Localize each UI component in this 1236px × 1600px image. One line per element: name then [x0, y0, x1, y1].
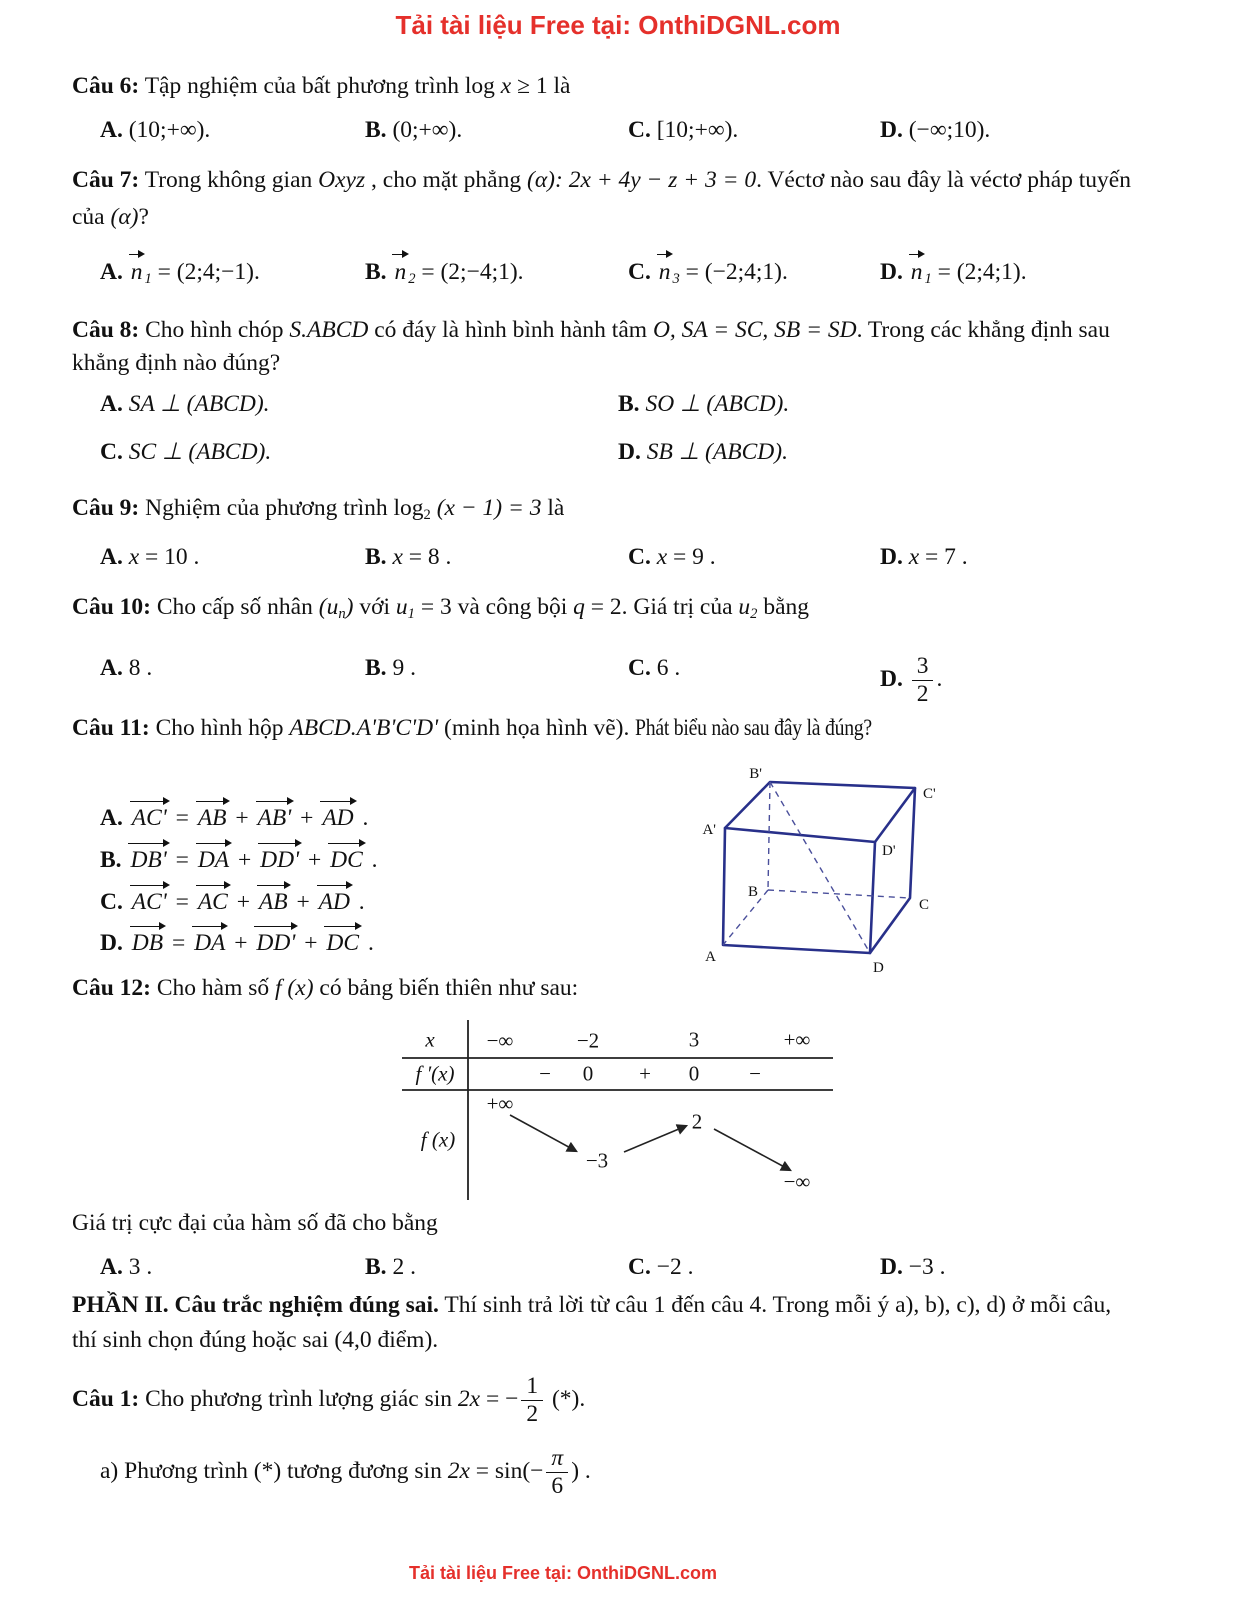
- q9-option-c: C. x = 9 .: [628, 544, 716, 570]
- q6-math-x: x: [500, 73, 512, 99]
- q10-label: Câu 10:: [72, 594, 151, 620]
- q6-option-c: C. [10;+∞).: [628, 117, 739, 143]
- sign-5: −: [749, 1061, 761, 1086]
- question-6-stem: [72, 72, 570, 101]
- q12-option-a: A. 3 .: [100, 1254, 153, 1280]
- q6-math-rel: ≥ 1: [517, 73, 548, 99]
- f-limit-left: +∞: [486, 1091, 514, 1116]
- part2-q1-item-a: a) Phương trình (*) tương đương sin 2x = sin(− $\frac{\pi}{6}$ ) .: [100, 1445, 591, 1499]
- question-7-stem-line2: của (α)?: [72, 204, 149, 230]
- sign-4: 0: [688, 1061, 700, 1086]
- q7-option-c: C. n $_3$ = (−2;4;1).: [628, 259, 788, 288]
- question-10-stem: Câu 10: Cho cấp số nhân $(u_n)$ với $u_1 = 3$ và công bội q = 2. Giá trị của $u_2$ bằng: [72, 594, 810, 623]
- question-9-stem: Câu 9: Nghiệm của phương trình $\log_2 (x - 1) = 3$ là: [72, 495, 565, 524]
- q11-label: Câu 11:: [72, 715, 150, 741]
- q10-option-b: B. 9 .: [365, 655, 416, 681]
- q10-option-a: A. 8 .: [100, 655, 153, 681]
- q12-label: Câu 12:: [72, 975, 151, 1001]
- q6-option-a: A. (10;+∞).: [100, 117, 211, 143]
- table-header-f: f (x): [420, 1127, 456, 1152]
- q8-option-a: A. SA ⊥ (ABCD).: [100, 391, 270, 417]
- q9-option-b: B. x = 8 .: [365, 544, 452, 570]
- monotonicity-arrows: [510, 1115, 790, 1170]
- label-a: A: [705, 949, 716, 965]
- part2-header-line2: thí sinh chọn đúng hoặc sai (4,0 điểm).: [72, 1327, 439, 1353]
- q10-option-d: D. $\frac{3}{2}$ .: [880, 653, 943, 707]
- q6-math-log: log: [464, 73, 495, 99]
- q7-option-d: D. n $_1$ = (2;4;1).: [880, 259, 1027, 288]
- x-value-pos-inf: +∞: [783, 1027, 811, 1052]
- header-banner: Tải tài liệu Free tại: OnthiDGNL.com: [395, 10, 841, 40]
- q9-label: Câu 9:: [72, 495, 140, 521]
- x-value-neg2: −2: [576, 1028, 600, 1053]
- q8-option-b: B. SO ⊥ (ABCD).: [618, 391, 790, 417]
- q6-label: Câu 6:: [72, 73, 140, 99]
- x-value-neg-inf: −∞: [486, 1028, 514, 1053]
- q6-option-d: D. (−∞;10).: [880, 117, 991, 143]
- label-d-prime: D': [882, 843, 896, 859]
- q12-option-b: B. 2 .: [365, 1254, 416, 1280]
- question-12-stem: Câu 12: Cho hàm số f (x) có bảng biến thiên như sau:: [72, 975, 579, 1001]
- part2-question-1-stem: Câu 1: Cho phương trình lượng giác sin 2x = − $\frac{1}{2}$ (*).: [72, 1373, 586, 1427]
- question-8-stem: Câu 8: Cho hình chóp S.ABCD có đáy là hình bình hành tâm O, SA = SC, SB = SD. Trong các khẳng định sau: [72, 317, 1110, 343]
- q11-option-b: B. DB' = DA + DD' + DC .: [100, 846, 378, 875]
- q12-option-c: C. −2 .: [628, 1254, 694, 1280]
- q6-option-b: B. (0;+∞).: [365, 117, 463, 143]
- variation-table: [400, 1012, 835, 1204]
- question-8-stem-line2: khẳng định nào đúng?: [72, 350, 281, 376]
- label-c: C: [919, 897, 930, 913]
- label-b: B: [747, 884, 758, 900]
- q9-option-d: D. x = 7 .: [880, 544, 968, 570]
- question-11-stem: Câu 11: Cho hình hộp ABCD.A'B'C'D' (minh họa hình vẽ). Phát biểu nào sau đây là đúng?: [72, 715, 873, 741]
- label-c-prime: C': [923, 786, 936, 802]
- q8-option-c: C. SC ⊥ (ABCD).: [100, 439, 272, 465]
- x-value-3: 3: [688, 1027, 700, 1052]
- q6-text-end: là: [553, 73, 571, 99]
- q7-option-a: A. n $_1$ = (2;4;−1).: [100, 259, 260, 288]
- q8-option-d: D. SB ⊥ (ABCD).: [618, 439, 788, 465]
- label-d: D: [873, 960, 884, 976]
- q10-option-c: C. 6 .: [628, 655, 681, 681]
- q12-question-line: Giá trị cực đại của hàm số đã cho bằng: [72, 1210, 438, 1236]
- cube-solid-edges: [723, 782, 915, 953]
- f-limit-right: −∞: [783, 1169, 811, 1194]
- p2q1-label: Câu 1:: [72, 1386, 140, 1413]
- q7-label: Câu 7:: [72, 167, 140, 193]
- q11-option-c: C. AC' = AC + AB + AD .: [100, 888, 365, 917]
- f-max-value: 2: [691, 1109, 703, 1134]
- f-min-value: −3: [585, 1148, 609, 1173]
- q8-label: Câu 8:: [72, 317, 140, 343]
- cube-figure: [690, 750, 950, 990]
- label-a-prime: A': [702, 822, 716, 838]
- label-b-prime: B': [749, 766, 762, 782]
- q11-option-d: D. DB = DA + DD' + DC .: [100, 929, 374, 958]
- q9-option-a: A. x = 10 .: [100, 544, 200, 570]
- cube-dashed-edges: [723, 782, 910, 953]
- q7-option-b: B. n $_2$ = (2;−4;1).: [365, 259, 524, 288]
- footer-banner: Tải tài liệu Free tại: OnthiDGNL.com: [408, 1563, 718, 1583]
- sign-2: 0: [582, 1061, 594, 1086]
- part2-header: PHẦN II. Câu trắc nghiệm đúng sai. Thí sinh trả lời từ câu 1 đến câu 4. Trong mỗi ý a), b), c), d) ở mỗi câu,: [72, 1292, 1112, 1318]
- table-header-x: x: [425, 1027, 435, 1052]
- table-header-fprime: f ′(x): [415, 1061, 455, 1086]
- q11-option-a: A. AC' = AB + AB' + AD .: [100, 804, 368, 833]
- q12-option-d: D. −3 .: [880, 1254, 946, 1280]
- question-7-stem: Câu 7: Trong không gian Oxyz , cho mặt phẳng (α): 2x + 4y − z + 3 = 0. Véctơ nào sau đây là véctơ pháp tuyến: [72, 167, 1131, 193]
- q6-text: Tập nghiệm của bất phương trình: [144, 73, 459, 99]
- variation-table-lines: [400, 1012, 835, 1204]
- sign-3: +: [639, 1061, 651, 1086]
- part2-title: PHẦN II. Câu trắc nghiệm đúng sai.: [72, 1292, 439, 1318]
- sign-1: −: [539, 1061, 551, 1086]
